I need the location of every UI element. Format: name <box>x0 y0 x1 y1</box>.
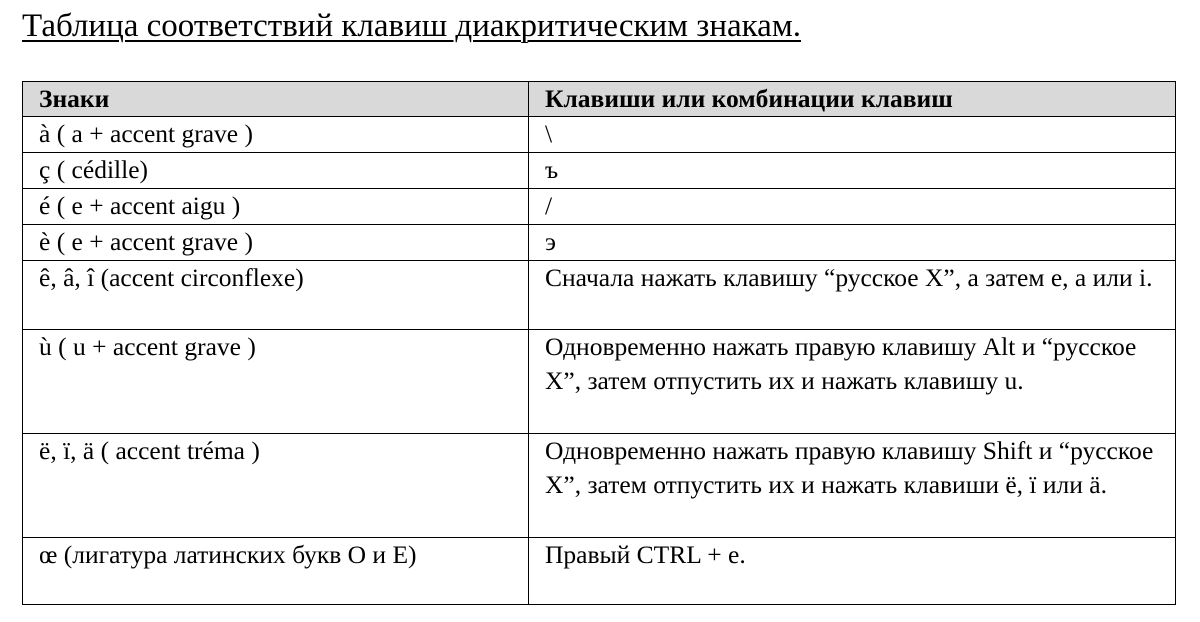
table-row <box>23 153 1176 189</box>
keys-cell: Правый CTRL + e. <box>529 538 1176 605</box>
table-row <box>23 225 1176 261</box>
page-title: Таблица соответствий клавиш диакритическим знакам. <box>22 8 801 44</box>
keys-cell: ъ <box>529 153 1176 189</box>
table-row <box>23 261 1176 330</box>
header-signs: Знаки <box>23 82 529 117</box>
sign-cell: é ( e + accent aigu ) <box>23 189 529 225</box>
keys-cell: / <box>529 189 1176 225</box>
table-header-row <box>23 82 1176 117</box>
table-row <box>23 330 1176 434</box>
sign-cell: è ( e + accent grave ) <box>23 225 529 261</box>
sign-cell: ê, â, î (accent circonflexe) <box>23 261 529 330</box>
sign-cell: ç ( cédille) <box>23 153 529 189</box>
keys-cell: Одновременно нажать правую клавишу Alt и “русское Х”, затем отпустить их и нажать клавишу u. <box>529 330 1176 434</box>
sign-cell: œ (лигатура латинских букв О и Е) <box>23 538 529 605</box>
table-row <box>23 434 1176 538</box>
keys-cell: э <box>529 225 1176 261</box>
header-keys: Клавиши или комбинации клавиш <box>529 82 1176 117</box>
keys-cell: Одновременно нажать правую клавишу Shift и “русское Х”, затем отпустить их и нажать клавиши ë, ï или ä. <box>529 434 1176 538</box>
keys-cell: \ <box>529 117 1176 153</box>
key-mapping-table <box>22 81 1176 605</box>
sign-cell: à ( a + accent grave ) <box>23 117 529 153</box>
table-row <box>23 117 1176 153</box>
sign-cell: ë, ï, ä ( accent tréma ) <box>23 434 529 538</box>
keys-cell: Сначала нажать клавишу “русское Х”, а затем е, а или i. <box>529 261 1176 330</box>
table-row <box>23 189 1176 225</box>
table-row <box>23 538 1176 605</box>
sign-cell: ù ( u + accent grave ) <box>23 330 529 434</box>
